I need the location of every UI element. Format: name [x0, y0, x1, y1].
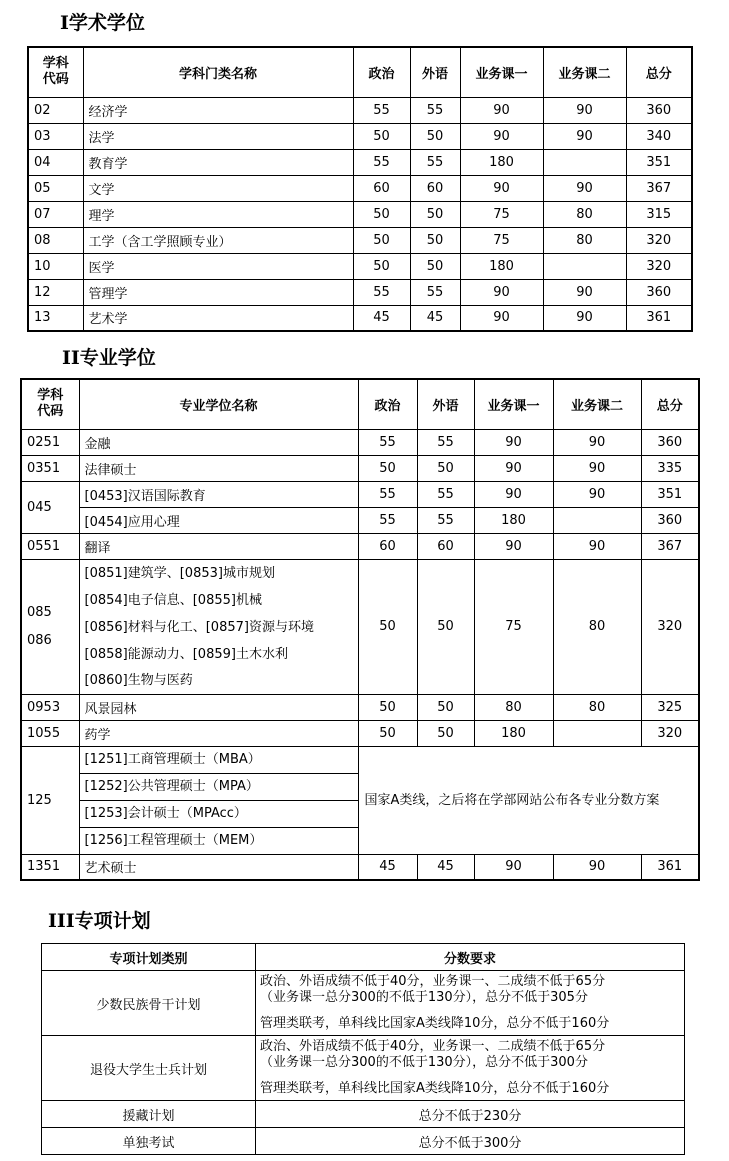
- row-total: 360: [626, 279, 692, 305]
- row-course1: 90: [474, 455, 553, 481]
- header-category: 专项计划类别: [42, 944, 256, 971]
- plan-category: 单独考试: [42, 1128, 256, 1155]
- section-3-title: III专项计划: [48, 910, 151, 932]
- requirement-line: 管理类联考，单科线比国家A类线降10分，总分不低于160分: [260, 1016, 610, 1031]
- section-2-title: II专业学位: [62, 347, 156, 369]
- row-politics: 50: [358, 720, 417, 746]
- row-code: 13: [28, 305, 83, 331]
- plan-category: 退役大学生士兵计划: [42, 1036, 256, 1101]
- row-course1: 75: [460, 201, 543, 227]
- header-politics: 政治: [358, 379, 417, 429]
- table-row: [28, 227, 692, 253]
- row-politics: 50: [358, 455, 417, 481]
- row-language: 50: [417, 559, 474, 694]
- row-language: 50: [417, 720, 474, 746]
- header-code: 学科 代码: [21, 379, 79, 429]
- row-politics: 50: [358, 694, 417, 720]
- row-code: 125: [21, 746, 79, 854]
- row-total: 360: [641, 429, 699, 455]
- row-course2: 80: [543, 227, 626, 253]
- row-language: 45: [410, 305, 460, 331]
- row-language: 55: [417, 429, 474, 455]
- row-name-list: [79, 559, 358, 694]
- header-requirement: 分数要求: [256, 944, 685, 971]
- row-language: 60: [410, 175, 460, 201]
- row-code: 0351: [21, 455, 79, 481]
- header-course1: 业务课一: [460, 47, 543, 97]
- row-name: 理学: [83, 201, 353, 227]
- row-course2: 90: [553, 455, 641, 481]
- row-course2: 90: [553, 481, 641, 507]
- major-line: [1252]公共管理硕士（MPA）: [80, 774, 358, 801]
- row-course1: 90: [474, 481, 553, 507]
- major-line: [0854]电子信息、[0855]机械: [84, 592, 262, 608]
- row-course1: 180: [460, 253, 543, 279]
- row-course2: 90: [543, 305, 626, 331]
- major-line: [0858]能源动力、[0859]土木水利: [84, 646, 288, 662]
- professional-degree-table: [20, 378, 700, 881]
- row-name: 工学（含工学照顾专业）: [83, 227, 353, 253]
- header-course2: 业务课二: [553, 379, 641, 429]
- row-politics: 55: [353, 97, 410, 123]
- row-total: 361: [641, 854, 699, 880]
- row-code: 04: [28, 149, 83, 175]
- row-code: 1351: [21, 854, 79, 880]
- table-row: [42, 1128, 685, 1155]
- table-row: [21, 694, 699, 720]
- table-row: [21, 854, 699, 880]
- row-total: 360: [641, 507, 699, 533]
- row-course1: 180: [474, 507, 553, 533]
- row-code: 0251: [21, 429, 79, 455]
- table-row: [21, 720, 699, 746]
- row-language: 55: [410, 279, 460, 305]
- row-course1: 90: [460, 279, 543, 305]
- row-total: 340: [626, 123, 692, 149]
- row-politics: 60: [358, 533, 417, 559]
- header-language: 外语: [410, 47, 460, 97]
- table-row: [28, 175, 692, 201]
- row-language: 55: [410, 97, 460, 123]
- table-row: [42, 1101, 685, 1128]
- row-note: 国家A类线，之后将在学部网站公布各专业分数方案: [358, 746, 699, 854]
- plan-requirement: [256, 971, 685, 1036]
- row-total: 315: [626, 201, 692, 227]
- header-language: 外语: [417, 379, 474, 429]
- row-course1: 90: [474, 429, 553, 455]
- row-name: 翻译: [79, 533, 358, 559]
- row-name: [0453]汉语国际教育: [79, 481, 358, 507]
- requirement-line: （业务课一总分300的不低于130分），总分不低于305分: [260, 990, 588, 1005]
- code-085: 085: [27, 604, 52, 620]
- row-course2: 90: [553, 854, 641, 880]
- row-course1: 90: [460, 305, 543, 331]
- row-name: 法律硕士: [79, 455, 358, 481]
- row-course1: 180: [474, 720, 553, 746]
- row-course1: 90: [460, 175, 543, 201]
- header-course2: 业务课二: [543, 47, 626, 97]
- row-course2: 90: [553, 429, 641, 455]
- major-line: [0860]生物与医药: [84, 672, 193, 688]
- major-line: [1251]工商管理硕士（MBA）: [80, 747, 358, 774]
- row-total: 351: [641, 481, 699, 507]
- row-politics: 55: [353, 279, 410, 305]
- row-language: 55: [410, 149, 460, 175]
- plan-requirement: [256, 1036, 685, 1101]
- row-politics: 50: [358, 559, 417, 694]
- row-language: 50: [410, 227, 460, 253]
- row-language: 60: [417, 533, 474, 559]
- row-code: 0953: [21, 694, 79, 720]
- row-course2: 90: [543, 123, 626, 149]
- header-name: 专业学位名称: [79, 379, 358, 429]
- row-code: 02: [28, 97, 83, 123]
- row-name: 金融: [79, 429, 358, 455]
- header-code: 学科 代码: [28, 47, 83, 97]
- table-row: [21, 746, 699, 854]
- table-row: [42, 1036, 685, 1101]
- header-politics: 政治: [353, 47, 410, 97]
- row-total: 320: [641, 720, 699, 746]
- row-politics: 50: [353, 253, 410, 279]
- academic-degree-table: [27, 46, 693, 332]
- row-code: 03: [28, 123, 83, 149]
- table-row: [42, 971, 685, 1036]
- row-name: 经济学: [83, 97, 353, 123]
- row-course2: 80: [543, 201, 626, 227]
- row-total: 325: [641, 694, 699, 720]
- major-line: [1253]会计硕士（MPAcc）: [80, 801, 358, 828]
- row-politics: 45: [353, 305, 410, 331]
- plan-requirement: 总分不低于300分: [256, 1128, 685, 1155]
- row-code: [21, 559, 79, 694]
- row-language: 50: [410, 123, 460, 149]
- row-course1: 180: [460, 149, 543, 175]
- row-language: 50: [410, 253, 460, 279]
- row-politics: 50: [353, 123, 410, 149]
- table-row: [21, 481, 699, 507]
- row-name: 文学: [83, 175, 353, 201]
- major-line: [1256]工程管理硕士（MEM）: [84, 832, 263, 848]
- row-course1: 90: [460, 97, 543, 123]
- requirement-line: 管理类联考，单科线比国家A类线降10分，总分不低于160分: [260, 1081, 610, 1096]
- row-code: 1055: [21, 720, 79, 746]
- row-politics: 55: [358, 481, 417, 507]
- table-row: [21, 533, 699, 559]
- row-politics: 55: [358, 507, 417, 533]
- row-name-list: [79, 746, 358, 854]
- row-course2: [543, 149, 626, 175]
- plan-category: 援藏计划: [42, 1101, 256, 1128]
- table-row: [28, 305, 692, 331]
- table-row: [21, 455, 699, 481]
- row-course1: 90: [474, 854, 553, 880]
- header-course1: 业务课一: [474, 379, 553, 429]
- header-total: 总分: [641, 379, 699, 429]
- row-course2: 90: [553, 533, 641, 559]
- plan-category: 少数民族骨干计划: [42, 971, 256, 1036]
- requirement-line: （业务课一总分300的不低于130分），总分不低于300分: [260, 1055, 588, 1070]
- row-course2: 80: [553, 559, 641, 694]
- row-name: 教育学: [83, 149, 353, 175]
- row-total: 361: [626, 305, 692, 331]
- plan-requirement: 总分不低于230分: [256, 1101, 685, 1128]
- row-language: 45: [417, 854, 474, 880]
- major-line: [0851]建筑学、[0853]城市规划: [84, 565, 275, 581]
- row-total: 351: [626, 149, 692, 175]
- row-course2: [553, 720, 641, 746]
- row-name: 医学: [83, 253, 353, 279]
- row-course2: 80: [553, 694, 641, 720]
- row-code: 045: [21, 481, 79, 533]
- row-language: 50: [417, 455, 474, 481]
- row-course2: 90: [543, 279, 626, 305]
- row-name: 风景园林: [79, 694, 358, 720]
- row-code: 07: [28, 201, 83, 227]
- special-plan-table: [41, 943, 685, 1155]
- table-row: [28, 97, 692, 123]
- row-code: 0551: [21, 533, 79, 559]
- row-total: 320: [641, 559, 699, 694]
- row-course1: 75: [474, 559, 553, 694]
- row-name: 法学: [83, 123, 353, 149]
- row-total: 367: [626, 175, 692, 201]
- row-code: 10: [28, 253, 83, 279]
- row-total: 360: [626, 97, 692, 123]
- section-1-title: I学术学位: [60, 12, 145, 34]
- requirement-line: 政治、外语成绩不低于40分，业务课一、二成绩不低于65分: [260, 1039, 606, 1054]
- row-course1: 90: [474, 533, 553, 559]
- row-language: 50: [410, 201, 460, 227]
- row-politics: 60: [353, 175, 410, 201]
- row-course2: [553, 507, 641, 533]
- row-language: 50: [417, 694, 474, 720]
- row-course1: 80: [474, 694, 553, 720]
- table-row: [28, 253, 692, 279]
- row-name: 艺术学: [83, 305, 353, 331]
- row-name: 药学: [79, 720, 358, 746]
- row-name: 管理学: [83, 279, 353, 305]
- table-row: [28, 123, 692, 149]
- header-total: 总分: [626, 47, 692, 97]
- row-total: 320: [626, 253, 692, 279]
- row-politics: 50: [353, 227, 410, 253]
- row-course1: 90: [460, 123, 543, 149]
- row-language: 55: [417, 481, 474, 507]
- row-politics: 50: [353, 201, 410, 227]
- row-name: 艺术硕士: [79, 854, 358, 880]
- major-line: [0856]材料与化工、[0857]资源与环境: [84, 619, 314, 635]
- row-politics: 55: [358, 429, 417, 455]
- row-course2: [543, 253, 626, 279]
- row-course2: 90: [543, 175, 626, 201]
- table-row: [28, 279, 692, 305]
- row-total: 335: [641, 455, 699, 481]
- header-name: 学科门类名称: [83, 47, 353, 97]
- row-politics: 45: [358, 854, 417, 880]
- row-total: 367: [641, 533, 699, 559]
- row-code: 05: [28, 175, 83, 201]
- table-row: [28, 149, 692, 175]
- row-code: 12: [28, 279, 83, 305]
- row-total: 320: [626, 227, 692, 253]
- row-course2: 90: [543, 97, 626, 123]
- row-language: 55: [417, 507, 474, 533]
- row-code: 08: [28, 227, 83, 253]
- code-086: 086: [27, 632, 52, 648]
- requirement-line: 政治、外语成绩不低于40分，业务课一、二成绩不低于65分: [260, 974, 606, 989]
- row-course1: 75: [460, 227, 543, 253]
- row-name: [0454]应用心理: [79, 507, 358, 533]
- table-row: [21, 507, 699, 533]
- table-row: [21, 429, 699, 455]
- table-row: [21, 559, 699, 694]
- table-row: [28, 201, 692, 227]
- row-politics: 55: [353, 149, 410, 175]
